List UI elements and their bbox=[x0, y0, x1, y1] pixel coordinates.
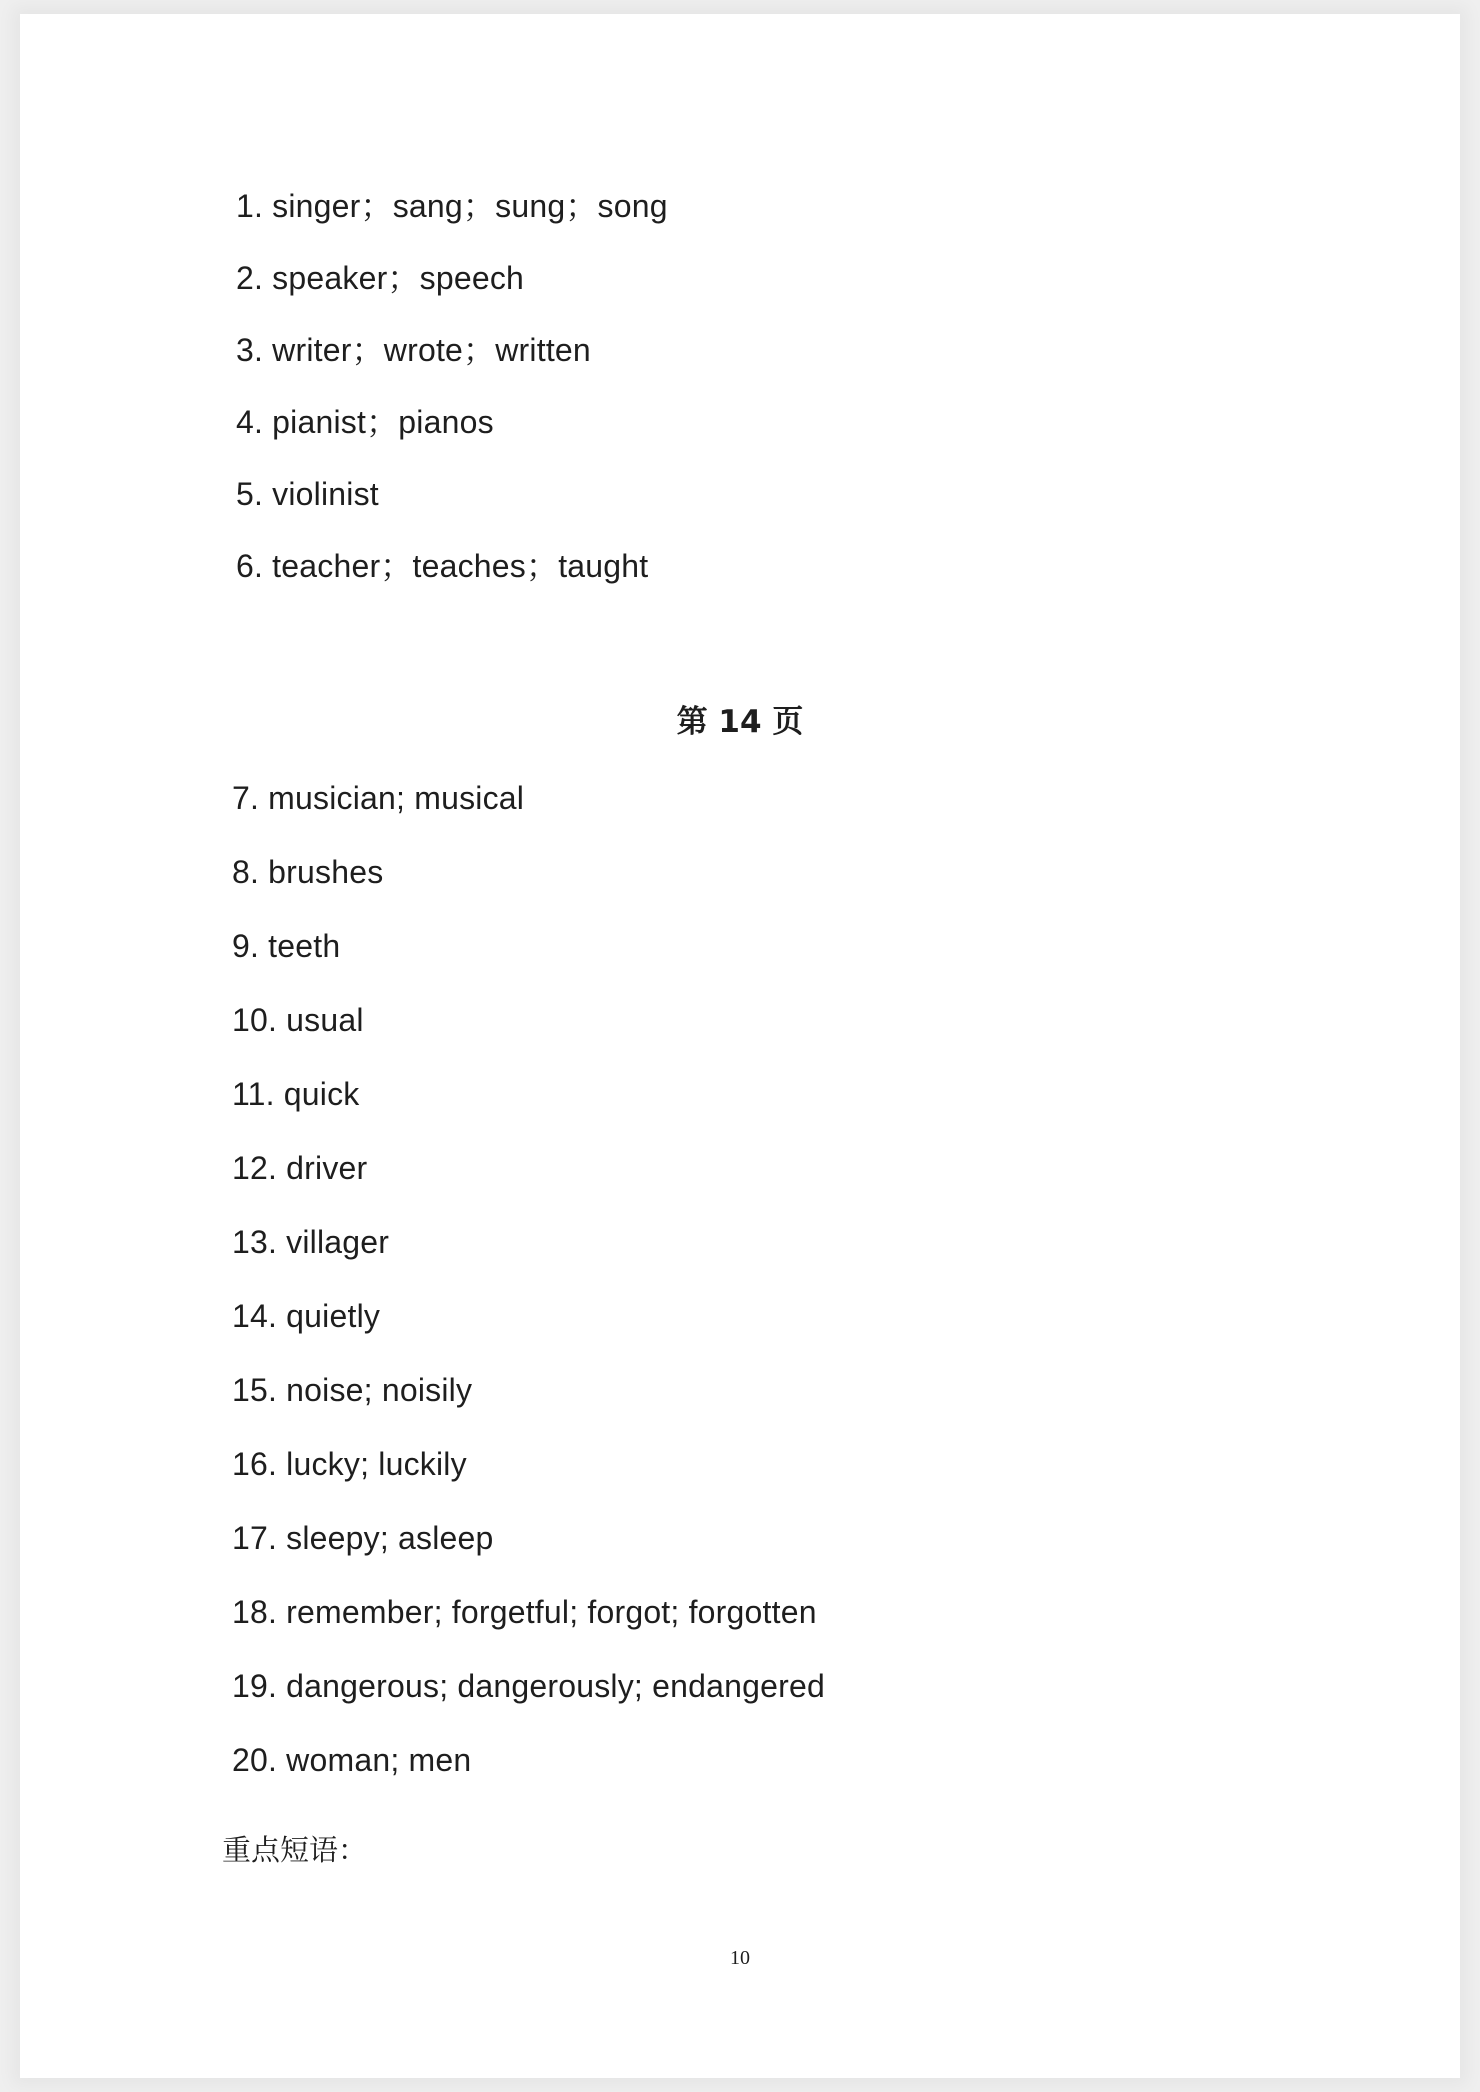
answer-item: 4. pianist；pianos bbox=[236, 404, 494, 440]
answer-item: 18. remember; forgetful; forgot; forgotten bbox=[232, 1594, 817, 1630]
answer-item: 15. noise; noisily bbox=[232, 1372, 473, 1408]
answer-item: 12. driver bbox=[232, 1150, 368, 1186]
answer-item: 11. quick bbox=[232, 1076, 360, 1112]
answer-item: 19. dangerous; dangerously; endangered bbox=[232, 1668, 825, 1704]
answer-item: 8. brushes bbox=[232, 854, 384, 890]
answer-item: 10. usual bbox=[232, 1002, 364, 1038]
answer-item: 3. writer；wrote；written bbox=[236, 332, 591, 368]
answer-item: 1. singer；sang；sung；song bbox=[236, 188, 668, 224]
answer-item: 7. musician; musical bbox=[232, 780, 525, 816]
answer-item: 2. speaker；speech bbox=[236, 260, 525, 296]
answer-item: 6. teacher；teaches；taught bbox=[236, 548, 649, 584]
page-heading: 第 14 页 bbox=[676, 704, 804, 740]
answer-item: 17. sleepy; asleep bbox=[232, 1520, 494, 1556]
answer-item: 14. quietly bbox=[232, 1298, 381, 1334]
answer-item: 13. villager bbox=[232, 1224, 390, 1260]
key-phrases-heading: 重点短语： bbox=[222, 1833, 368, 1867]
answer-item: 20. woman; men bbox=[232, 1742, 472, 1778]
answer-item: 16. lucky; luckily bbox=[232, 1446, 467, 1482]
answer-item: 5. violinist bbox=[236, 476, 379, 512]
page-number: 10 bbox=[730, 1947, 750, 1969]
answer-item: 9. teeth bbox=[232, 928, 341, 964]
